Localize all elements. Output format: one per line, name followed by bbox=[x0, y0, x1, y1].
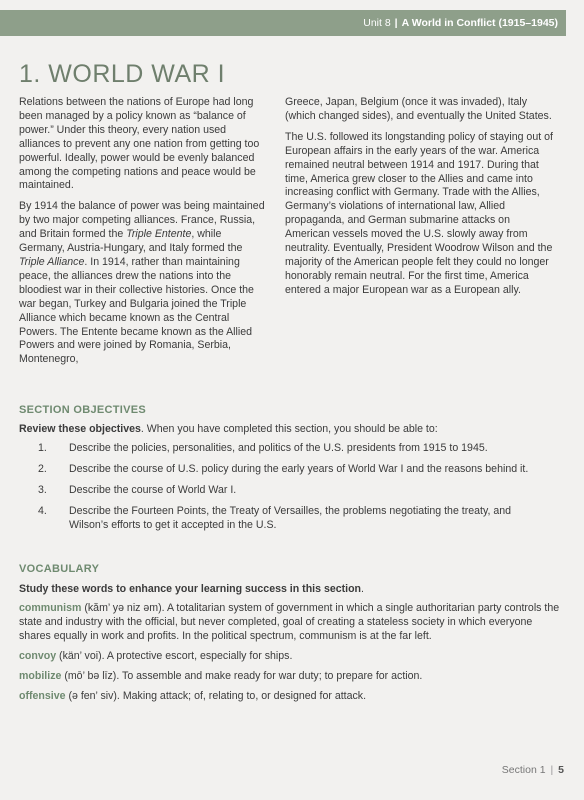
text-span: . In 1914, rather than maintaining peace, the alliances drew the nations into the bloodiest war in their collective histories. Once the war began, Turkey and Bulgaria joined the Triple Alliance which became known as the Central Powers. The Entente became known as the Allied Powers and were joined by Romania, Serbia, Montenegro, bbox=[19, 255, 254, 366]
objective-text: Describe the Fourteen Points, the Treaty of Versailles, the problems negotiating the treaty, and Wilson’s efforts to get it accepted in the U.S. bbox=[69, 504, 512, 531]
footer-section-label: Section 1 bbox=[501, 764, 546, 776]
vocab-term: convoy bbox=[19, 649, 57, 662]
footer-separator: | bbox=[550, 764, 554, 776]
objectives-intro-bold: Review these objectives bbox=[19, 423, 141, 435]
page-number: 5 bbox=[558, 764, 564, 776]
paragraph-allies-list: Greece, Japan, Belgium (once it was invaded), Italy (which changed sides), and eventually the United States. bbox=[285, 96, 552, 122]
vocab-term: communism bbox=[19, 602, 82, 614]
objectives-intro-rest: . When you have completed this section, you should be able to: bbox=[140, 423, 438, 435]
page-footer bbox=[502, 764, 564, 776]
vocab-definition: Making attack; of, relating to, or designed for attack. bbox=[122, 689, 367, 702]
vocabulary-entry bbox=[19, 670, 564, 684]
objectives-list bbox=[19, 442, 559, 540]
vocabulary-entry bbox=[19, 690, 564, 704]
list-item bbox=[19, 505, 559, 533]
objective-number: 2. bbox=[38, 462, 47, 475]
italic-term-triple-entente: Triple Entente bbox=[126, 228, 192, 241]
objective-text: Describe the course of World War I. bbox=[69, 483, 237, 496]
objectives-intro bbox=[19, 423, 559, 435]
paragraph-alliances bbox=[19, 200, 269, 367]
objective-number: 4. bbox=[38, 504, 47, 517]
text-span: By 1914 the balance of power was being maintained by two major competing alliances. France, Russia, and Britain formed the bbox=[19, 200, 265, 241]
list-item bbox=[19, 442, 559, 456]
vocabulary-entry bbox=[19, 650, 564, 664]
vocabulary-intro bbox=[19, 583, 559, 595]
vocab-definition: A protective escort, especially for ships. bbox=[106, 649, 293, 662]
unit-header-banner bbox=[0, 10, 566, 36]
vocabulary-heading: VOCABULARY bbox=[19, 563, 100, 575]
vocabulary-intro-rest: . bbox=[361, 583, 364, 595]
unit-label: Unit 8 bbox=[363, 17, 391, 29]
objective-number: 1. bbox=[38, 442, 47, 454]
objective-text: Describe the course of U.S. policy during the early years of World War I and the reasons behind it. bbox=[69, 462, 529, 475]
objective-text: Describe the policies, personalities, and politics of the U.S. presidents from 1915 to 1945. bbox=[69, 442, 488, 454]
vocab-pronunciation: (ə fen’ siv). bbox=[65, 689, 123, 702]
section-objectives-heading: SECTION OBJECTIVES bbox=[19, 404, 147, 416]
objective-number: 3. bbox=[38, 483, 47, 496]
vocab-term: offensive bbox=[19, 689, 66, 702]
vocab-definition: To assemble and make ready for war duty; to prepare for action. bbox=[122, 669, 423, 682]
vocabulary-entry bbox=[19, 602, 564, 644]
vocab-pronunciation: (kän’ voi). bbox=[56, 649, 107, 662]
text-span: , while Germany, Austria-Hungary, and Italy formed the bbox=[19, 228, 243, 255]
vocab-definition: A totalitarian system of government in which a single authoritarian party controls the state and industry with the official, but never completed, goal of creating a stateless society in which everyone shares equally in work and profits. In the political spectrum, communism is at the far left. bbox=[19, 602, 560, 642]
paragraph-us-neutrality: The U.S. followed its longstanding policy of staying out of European affairs in the early years of the war. America remained neutral between 1914 and 1917. During that time, America grew closer to the Allies and came into increasing conflict with Germany. Trade with the Allies, Germany’s violations of international law, Allied propaganda, and German submarine attacks on American vessels moved the U.S. slowly away from neutrality. Eventually, President Woodrow Wilson and the majority of the American people felt they could no longer honorably remain neutral. For the first time, America entered a major European war as a European ally. bbox=[285, 130, 553, 296]
left-text-column bbox=[19, 96, 269, 374]
right-text-column bbox=[285, 96, 553, 305]
header-separator: | bbox=[394, 17, 398, 29]
vocab-term: mobilize bbox=[19, 669, 62, 682]
vocab-pronunciation: (kăm’ yə niz əm). bbox=[81, 602, 167, 614]
italic-term-triple-alliance: Triple Alliance bbox=[19, 255, 85, 268]
unit-title: A World in Conflict (1915–1945) bbox=[401, 17, 558, 29]
page-title: 1. WORLD WAR I bbox=[19, 60, 226, 88]
list-item bbox=[19, 484, 559, 498]
vocab-pronunciation: (mō’ bə līz). bbox=[61, 669, 123, 682]
vocabulary-list bbox=[19, 602, 564, 709]
paragraph-balance-of-power: Relations between the nations of Europe had long been managed by a policy known as “balance of power.” Under this theory, every nation used alliances to prevent any one nation from getting too powerful. Ideally, power would be evenly balanced among the competing nations and peace would be maintained. bbox=[19, 96, 260, 192]
vocabulary-intro-bold: Study these words to enhance your learning success in this section bbox=[19, 583, 362, 595]
list-item bbox=[19, 463, 559, 477]
